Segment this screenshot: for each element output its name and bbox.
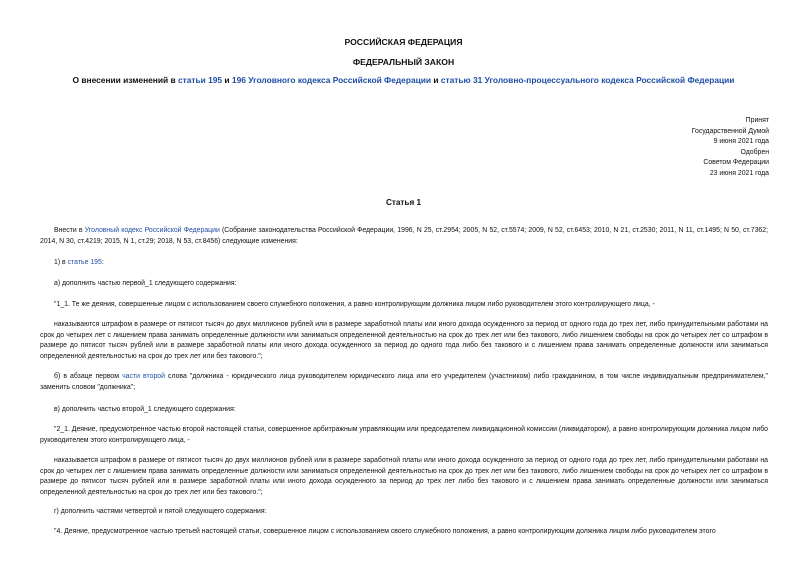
link-criminal-code[interactable]: Уголовный кодекс Российской Федерации	[84, 227, 220, 234]
link-part-two[interactable]: части второй	[122, 373, 165, 380]
link-article-195[interactable]: статьи 195	[177, 75, 223, 85]
approved-by: Советом Федерации	[703, 159, 769, 167]
adopted-label: Принят	[745, 117, 769, 124]
paragraph: "1_1. Те же деяния, совершенные лицом с использованием своего служебного положения, а равно контролирующим должника лицом либо руководителем этого контролирующего лица, -	[54, 301, 655, 308]
link-article-196-criminal-code[interactable]: 196 Уголовного кодекса Российской Федерации	[231, 75, 432, 85]
paragraph-text: (Собрание законодательства Российской Федерации, 1996, N 25, ст.2954; 2005, N 52, ст.5574; 2009, N 52, ст.6453; 2010, N 21, ст.2530; 2011, N 11, ст.1495; N 50, ст.7362; 2014, N 30, ст.4219; 2015, N 1, ст.29; 2018, N 53, ст.8456) следующие изменения:	[40, 227, 768, 245]
paragraph-text: :	[101, 259, 104, 266]
link-article-195-body[interactable]: статье 195	[67, 259, 102, 266]
paragraph: "2_1. Деяние, предусмотренное частью второй настоящей статьи, совершенное арбитражным управляющим или председателем ликвидационной комиссии (ликвидатором), а равно контролирующим должника лицом либо руководителем этого контролирующего лица, -	[40, 426, 768, 444]
paragraph-text: слова "должника - юридического лица руководителем юридического лица или его учредителем (участником) либо гражданином, в том числе индивидуальным предпринимателем," заменить словом "должника";	[40, 373, 768, 391]
link-article-31-criminal-procedure-code[interactable]: статью 31 Уголовно-процессуального кодекса Российской Федерации	[440, 75, 735, 85]
paragraph: наказываются штрафом в размере от пятисот тысяч до двух миллионов рублей или в размере заработной платы или иного дохода осужденного за период от одного года до трех лет, либо принудительными работами на срок до четырех лет с лишением права занимать определенные должности или заниматься определенной деятельностью на срок до трех лет или без такового, либо лишением свободы на срок до четырех лет со штрафом в размере до пятисот тысяч рублей или в размере заработной платы или иного дохода осужденного за период до одного года либо без такового и с лишением права занимать определенные должности или заниматься определенной деятельностью на срок до трех лет или без такового.";	[40, 321, 768, 360]
law-title-text: О внесении изменений в	[72, 75, 178, 85]
adopted-by: Государственной Думой	[691, 127, 769, 135]
law-type-heading: ФЕДЕРАЛЬНЫЙ ЗАКОН	[352, 57, 455, 67]
paragraph: г) дополнить частями четвертой и пятой следующего содержания:	[54, 508, 267, 515]
law-title-text: и	[222, 75, 232, 85]
paragraph: "4. Деяние, предусмотренное частью третьей настоящей статьи, совершенное лицом с использованием своего служебного положения, а равно контролирующим должника лицом либо руководителем этого	[54, 528, 716, 535]
paragraph: наказывается штрафом в размере от пятисот тысяч до двух миллионов рублей или в размере заработной платы или иного дохода осужденного за период от одного года до трех лет, либо принудительными работами на срок до четырех лет с лишением права занимать определенные должности или заниматься определенной деятельностью на срок до трех лет или без такового, либо лишением свободы на срок до четырех лет со штрафом в размере до пятисот тысяч рублей или в размере заработной платы или иного дохода осужденного за период до трех лет либо без такового и с лишением права занимать определенные должности или заниматься определенной деятельностью на срок до трех лет или без такового.";	[40, 457, 768, 496]
paragraph-text: Внести в	[54, 227, 85, 234]
paragraph: в) дополнить частью второй_1 следующего содержания:	[54, 406, 236, 413]
paragraph	[40, 372, 768, 393]
adopted-date: 9 июня 2021 года	[713, 138, 769, 146]
paragraph	[40, 226, 768, 247]
paragraph-text: 1) в	[54, 259, 68, 266]
country-heading: РОССИЙСКАЯ ФЕДЕРАЦИЯ	[344, 37, 463, 47]
approved-label: Одобрен	[740, 148, 769, 156]
law-title-text: и	[431, 75, 441, 85]
approved-date: 23 июня 2021 года	[709, 169, 769, 177]
law-title	[0, 75, 807, 85]
paragraph	[40, 258, 768, 269]
adoption-info	[692, 116, 769, 180]
paragraph: а) дополнить частью первой_1 следующего содержания:	[54, 280, 237, 287]
paragraph-text: б) в абзаце первом	[54, 373, 123, 380]
article-title: Статья 1	[385, 198, 422, 207]
